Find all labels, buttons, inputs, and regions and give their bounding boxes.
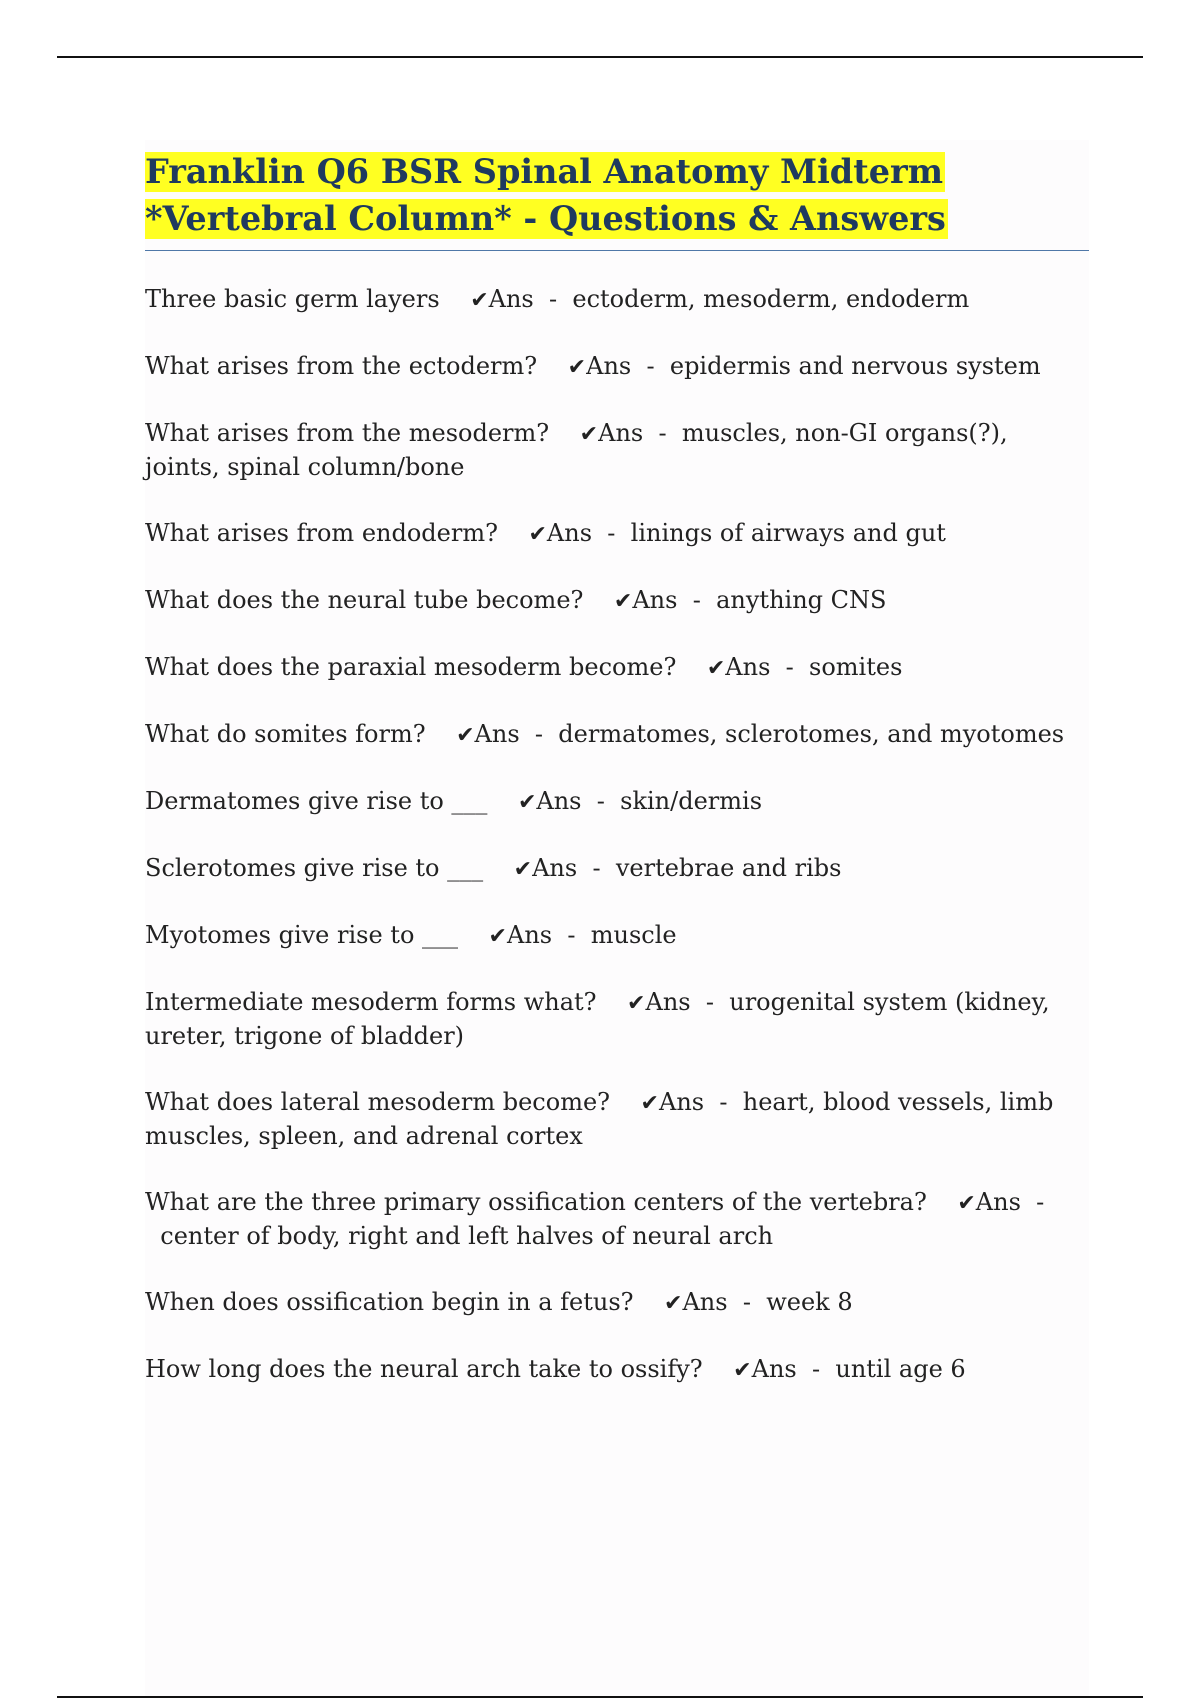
answer-prefix: Ans	[682, 1288, 728, 1316]
answer-text: center of body, right and left halves of neural arch	[160, 1222, 774, 1250]
question-text: What does the neural tube become?	[145, 586, 584, 614]
answer-separator: -	[534, 720, 544, 748]
check-mark-icon: ✔	[613, 589, 633, 614]
question-text: Intermediate mesoderm forms what?	[145, 988, 597, 1016]
question-text: What are the three primary ossification centers of the vertebra?	[145, 1188, 927, 1216]
answer-prefix: Ans	[546, 519, 593, 547]
check-mark-icon: ✔	[517, 790, 537, 815]
title-line-2: *Vertebral Column* - Questions & Answers	[145, 199, 946, 238]
question-text: What does lateral mesoderm become?	[145, 1088, 611, 1116]
title-line-1: Franklin Q6 BSR Spinal Anatomy Midterm	[145, 152, 944, 191]
qa-item	[145, 651, 1089, 685]
check-mark-icon: ✔	[528, 522, 547, 547]
answer-prefix: Ans	[725, 653, 771, 681]
check-mark-icon: ✔	[470, 288, 489, 313]
answer-prefix: Ans	[506, 921, 553, 949]
question-text: What do somites form?	[145, 720, 426, 748]
answer-prefix: Ans	[645, 988, 691, 1016]
answer-text: week 8	[766, 1288, 853, 1316]
answer-text: heart, blood vessels, limb muscles, spleen, and adrenal cortex	[145, 1088, 1054, 1150]
answer-prefix: Ans	[632, 586, 678, 614]
answer-separator: -	[785, 653, 794, 681]
answer-text: skin/dermis	[620, 787, 763, 815]
answer-text: linings of airways and gut	[630, 519, 946, 547]
qa-item	[145, 1353, 1089, 1387]
check-mark-icon: ✔	[513, 857, 533, 882]
answer-separator: -	[567, 921, 576, 949]
answer-text: dermatomes, sclerotomes, and myotomes	[558, 720, 1065, 748]
answer-separator: -	[596, 787, 605, 815]
answer-prefix: Ans	[975, 1188, 1021, 1216]
check-mark-icon: ✔	[579, 422, 599, 447]
answer-text: ectoderm, mesoderm, endoderm	[572, 285, 970, 313]
title-underline	[145, 250, 1089, 251]
answer-separator: -	[692, 586, 701, 614]
check-mark-icon: ✔	[456, 723, 475, 748]
answer-prefix: Ans	[474, 720, 520, 748]
answer-prefix: Ans	[658, 1088, 705, 1116]
question-text: What arises from the ectoderm?	[145, 352, 538, 380]
answer-separator: -	[646, 352, 655, 380]
qa-item	[145, 283, 1089, 317]
answer-separator: -	[607, 519, 616, 547]
question-text: Myotomes give rise to ___	[145, 921, 459, 949]
qa-item	[145, 986, 1089, 1053]
answer-prefix: Ans	[751, 1355, 797, 1383]
qa-item	[145, 584, 1089, 618]
question-text: How long does the neural arch take to ossify?	[145, 1355, 703, 1383]
qa-item	[145, 919, 1089, 953]
answer-prefix: Ans	[586, 352, 632, 380]
answer-prefix: Ans	[598, 419, 644, 447]
question-text: What arises from endoderm?	[145, 519, 498, 547]
check-mark-icon: ✔	[664, 1291, 683, 1316]
document-body	[145, 140, 1089, 1696]
check-mark-icon: ✔	[706, 656, 726, 681]
check-mark-icon: ✔	[567, 355, 587, 380]
answer-text: vertebrae and ribs	[615, 854, 842, 882]
qa-item	[145, 1086, 1089, 1153]
question-text: What arises from the mesoderm?	[145, 419, 550, 447]
answer-text: somites	[809, 653, 903, 681]
answer-separator: -	[549, 285, 558, 313]
answer-separator: -	[592, 854, 601, 882]
check-mark-icon: ✔	[640, 1091, 659, 1116]
question-text: When does ossification begin in a fetus?	[145, 1288, 634, 1316]
answer-separator: -	[1036, 1188, 1045, 1216]
qa-item	[145, 785, 1089, 819]
qa-item	[145, 517, 1089, 551]
question-text: Sclerotomes give rise to ___	[145, 854, 484, 882]
answer-separator: -	[705, 988, 714, 1016]
question-text: Three basic germ layers	[145, 285, 440, 313]
qa-item	[145, 852, 1089, 886]
answer-text: muscle	[590, 921, 677, 949]
answer-text: anything CNS	[716, 586, 887, 614]
check-mark-icon: ✔	[488, 924, 507, 949]
qa-item	[145, 718, 1089, 752]
answer-text: urogenital system (kidney, ureter, trigone of bladder)	[145, 988, 1050, 1050]
page-top-rule	[57, 56, 1143, 58]
qa-item	[145, 417, 1089, 484]
answer-text: epidermis and nervous system	[669, 352, 1041, 380]
answer-text: until age 6	[835, 1355, 966, 1383]
answer-prefix: Ans	[488, 285, 534, 313]
check-mark-icon: ✔	[957, 1191, 976, 1216]
question-text: Dermatomes give rise to ___	[145, 787, 488, 815]
answer-separator: -	[811, 1355, 821, 1383]
qa-item	[145, 1186, 1089, 1253]
answer-separator: -	[658, 419, 667, 447]
answer-prefix: Ans	[536, 787, 582, 815]
qa-item	[145, 350, 1089, 384]
check-mark-icon: ✔	[627, 991, 646, 1016]
answer-separator: -	[742, 1288, 751, 1316]
answer-prefix: Ans	[532, 854, 578, 882]
answer-separator: -	[719, 1088, 728, 1116]
page-bottom-rule	[57, 1696, 1143, 1698]
qa-list	[145, 283, 1089, 1387]
document-title	[145, 140, 1089, 242]
check-mark-icon: ✔	[733, 1358, 752, 1383]
answer-text: muscles, non-GI organs(?), joints, spinal column/bone	[145, 419, 1008, 481]
qa-item	[145, 1286, 1089, 1320]
question-text: What does the paraxial mesoderm become?	[145, 653, 677, 681]
